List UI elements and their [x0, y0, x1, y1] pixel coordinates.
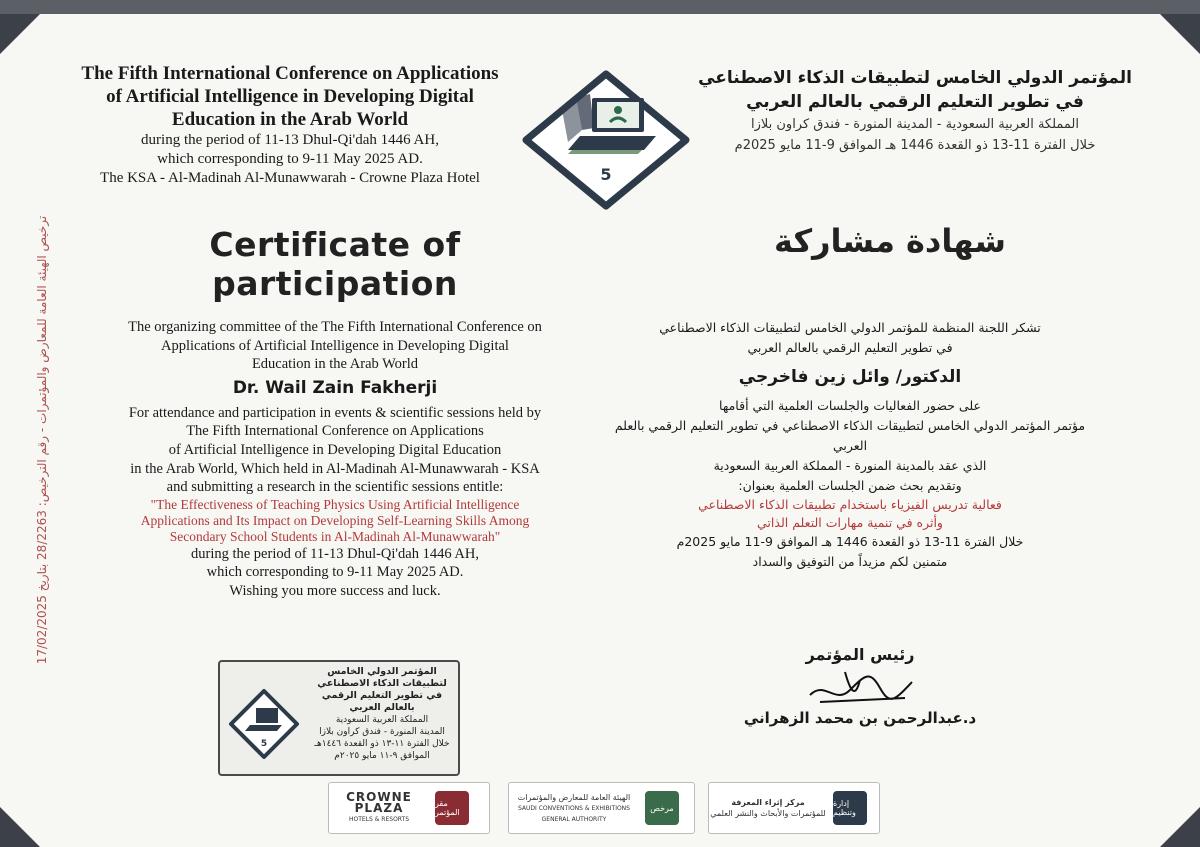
arabic-participation-line: على حضور الفعاليات والجلسات العلمية التي أقامها	[719, 398, 981, 413]
closing-line: during the period of 11-13 Dhul-Qi'dah 1446 AH,	[190, 545, 479, 562]
license-strip	[12, 160, 49, 720]
gea-badge: مرخص	[645, 791, 679, 825]
ithraa-text	[709, 797, 827, 819]
logo-number: 5	[600, 165, 612, 184]
arabic-venue: المملكة العربية السعودية - المدينة المنورة - فندق كراون بلازا	[750, 117, 1080, 132]
certificate-title-arabic: شهادة مشاركة	[774, 222, 1006, 260]
arabic-research-title-line: وأثره في تنمية مهارات التعلم الذاتي	[757, 515, 943, 530]
arabic-recipient-name: الدكتور/ وائل زين فاخرجي	[738, 367, 962, 387]
conference-title-line: Education in the Arab World	[171, 109, 409, 130]
conference-title-line: of Artificial Intelligence in Developing Digital	[106, 86, 474, 107]
arabic-body	[600, 318, 1100, 572]
participation-line: For attendance and participation in events & scientific sessions held by	[128, 404, 542, 421]
research-title-line: Secondary School Students in Al-Madinah Al-Munawwarah"	[169, 528, 501, 544]
gea-arabic-name: الهيئة العامة للمعارض والمؤتمرات	[517, 792, 631, 802]
official-stamp	[218, 660, 460, 776]
conference-title-line: The Fifth International Conference on Applications	[81, 63, 499, 84]
gea-text	[509, 792, 639, 825]
crowne-plaza-name: CROWNE PLAZA	[346, 789, 412, 815]
conference-logo	[520, 70, 692, 210]
ithraa-line2: للمؤتمرات والأبحاث والنشر العلمي	[710, 809, 826, 818]
crowne-plaza-sub: HOTELS & RESORTS	[348, 815, 410, 823]
ithraa-badge: إدارة وتنظيم	[833, 791, 867, 825]
top-frame-border	[0, 0, 1200, 14]
research-title-line: Applications and Its Impact on Developing Self-Learning Skills Among	[140, 512, 530, 528]
arabic-participation-line: مؤتمر المؤتمر الدولي الخامس لتطبيقات الذكاء الاصطناعي في تطوير التعليم الرقمي بالعلم العربي	[614, 418, 1086, 453]
corner-ornament	[0, 14, 40, 54]
certificate-title-english: Certificate of participation	[209, 225, 461, 303]
conference-date-line: which corresponding to 9-11 May 2025 AD.	[157, 151, 423, 167]
stamp-line: بالعالم العربي	[349, 702, 415, 713]
participation-line: The Fifth International Conference on Applications	[186, 423, 484, 440]
recipient-name: Dr. Wail Zain Fakherji	[232, 377, 438, 398]
crowne-plaza-text	[329, 789, 429, 825]
stamp-line: المملكة العربية السعودية	[335, 715, 429, 725]
stamp-line: الموافق ٩-١١ مايو ٢٠٢٥م	[334, 751, 430, 761]
conference-venue: The KSA - Al-Madinah Al-Munawwarah - Crowne Plaza Hotel	[100, 170, 480, 186]
handwritten-signature	[800, 660, 920, 715]
intro-line: Education in the Arab World	[251, 356, 419, 373]
signature-title: رئيس المؤتمر	[805, 645, 915, 664]
corner-ornament	[0, 807, 40, 847]
english-body	[80, 318, 590, 601]
stamp-line: المؤتمر الدولي الخامس	[327, 666, 437, 677]
arabic-participation-line: الذي عقد بالمدينة المنورة - المملكة العربية السعودية	[713, 458, 987, 473]
arabic-closing-line: خلال الفترة 11-13 ذو القعدة 1446 هـ الموافق 9-11 مايو 2025م	[676, 534, 1024, 549]
sponsor-ithraa	[708, 782, 880, 834]
stamp-line: لتطبيقات الذكاء الاصطناعي	[317, 678, 447, 689]
participation-line: of Artificial Intelligence in Developing Digital Education	[168, 441, 502, 458]
stamp-text	[312, 666, 452, 762]
crowne-plaza-badge: مقر المؤتمر	[435, 791, 469, 825]
intro-line: Applications of Artificial Intelligence in Developing Digital	[161, 337, 509, 354]
license-note: ترخيص الهيئة العامة للمعارض والمؤتمرات - رقم الترخيص: 28/2263 بتاريخ 17/02/2025	[35, 215, 49, 665]
corner-ornament	[1160, 807, 1200, 847]
stamp-line: في تطوير التعليم الرقمي	[321, 690, 443, 701]
stamp-line: المدينة المنورة - فندق كراون بلازا	[319, 727, 445, 737]
arabic-title-line: في تطوير التعليم الرقمي بالعالم العربي	[746, 92, 1084, 112]
stamp-logo-number: 5	[260, 739, 268, 749]
laptop-book-logo-icon	[520, 70, 692, 210]
english-header	[30, 62, 550, 188]
research-title-line: "The Effectiveness of Teaching Physics Using Artificial Intelligence	[150, 496, 520, 512]
signatory-name: د.عبدالرحمن بن محمد الزهراني	[743, 709, 977, 727]
participation-line: in the Arab World, Which held in Al-Madinah Al-Munawwarah - KSA	[130, 460, 540, 477]
sponsor-general-authority	[508, 782, 695, 834]
arabic-intro-line: في تطوير التعليم الرقمي بالعالم العربي	[747, 340, 953, 355]
closing-line: Wishing you more success and luck.	[229, 582, 441, 599]
gea-english-name: SAUDI CONVENTIONS & EXHIBITIONS GENERAL AUTHORITY	[518, 804, 630, 823]
intro-line: The organizing committee of the The Fifth International Conference on	[128, 319, 542, 335]
sponsor-crowne-plaza	[328, 782, 490, 834]
arabic-intro-line: تشكر اللجنة المنظمة للمؤتمر الدولي الخامس لتطبيقات الذكاء الاصطناعي	[659, 320, 1041, 335]
participation-line: and submitting a research in the scientific sessions entitle:	[166, 479, 504, 496]
arabic-header	[690, 66, 1140, 156]
corner-ornament	[1160, 14, 1200, 54]
stamp-line: خلال الفترة ١١-١٣ ذو القعدة ١٤٤٦هـ	[314, 739, 450, 749]
arabic-closing-line: متمنين لكم مزيداً من التوفيق والسداد	[752, 554, 948, 569]
conference-date-line: during the period of 11-13 Dhul-Qi'dah 1446 AH,	[141, 132, 439, 148]
arabic-research-title-line: فعالية تدريس الفيزياء باستخدام تطبيقات الذكاء الاصطناعي	[698, 497, 1002, 512]
ithraa-line1: مركز إثراء المعرفة	[731, 798, 805, 807]
arabic-dates: خلال الفترة 11-13 ذو القعدة 1446 هـ الموافق 9-11 مايو 2025م	[734, 138, 1096, 153]
closing-line: which corresponding to 9-11 May 2025 AD.	[206, 564, 464, 581]
arabic-title-line: المؤتمر الدولي الخامس لتطبيقات الذكاء الاصطناعي	[698, 68, 1132, 88]
stamp-logo-icon	[228, 688, 300, 760]
arabic-participation-line: وتقديم بحث ضمن الجلسات العلمية بعنوان:	[738, 478, 962, 493]
